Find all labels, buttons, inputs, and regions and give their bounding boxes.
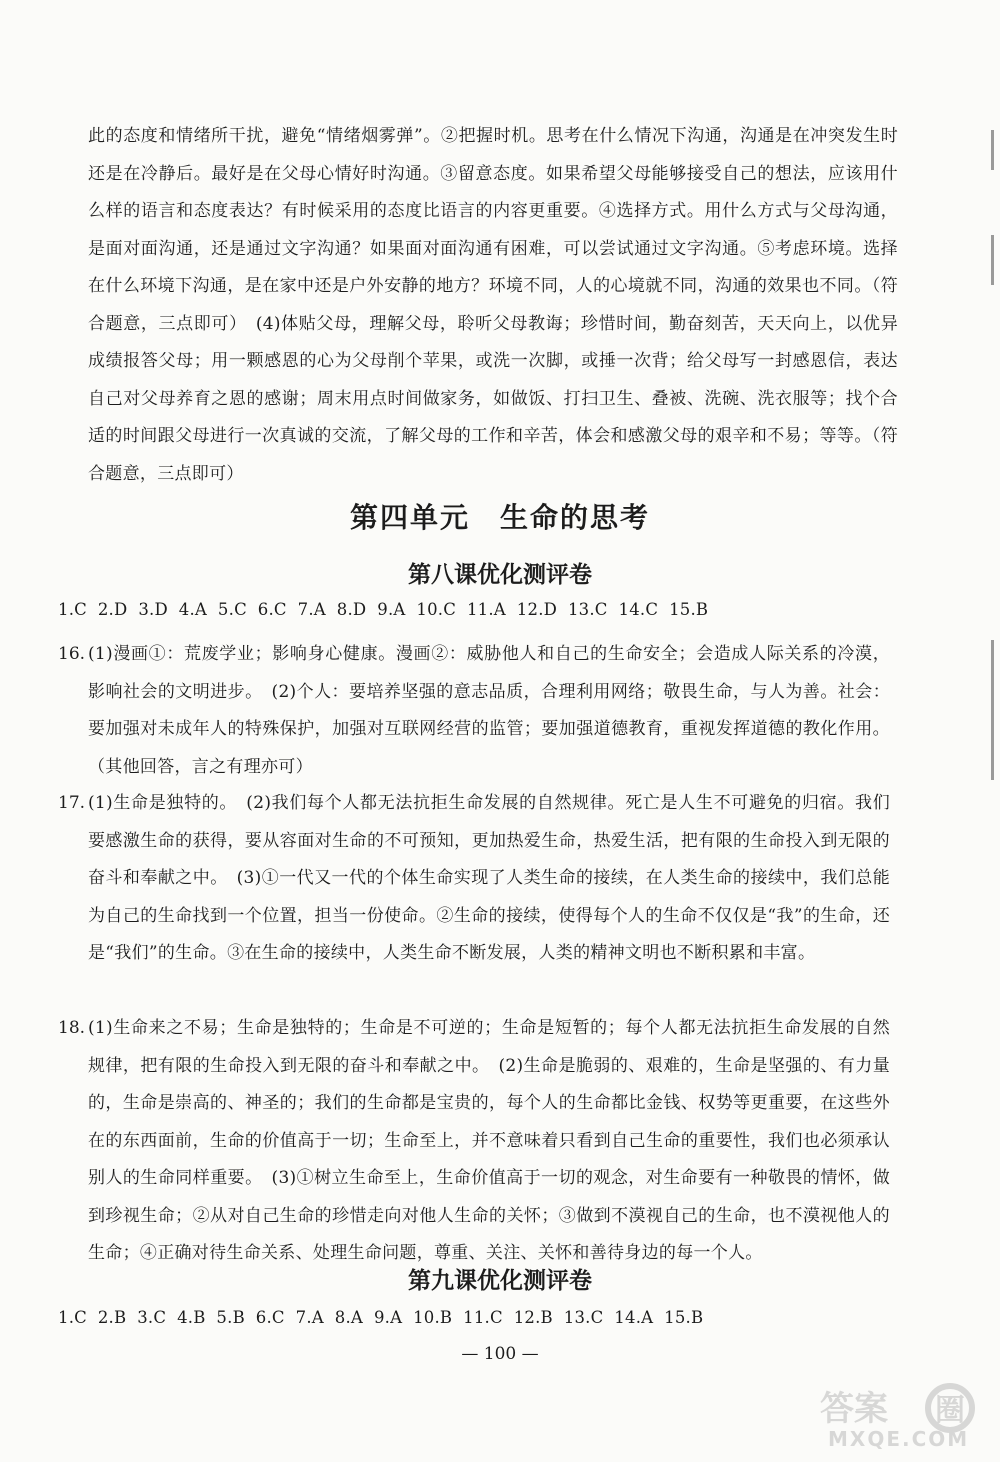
question-18-answer: (1)生命来之不易；生命是独特的；生命是不可逆的；生命是短暂的；每个人都无法抗拒生命发展的自然规律，把有限的生命投入到无限的奋斗和奉献之中。 (2)生命是脆弱的、艰难的，生命是坚强的、有力量的，生命是崇高的、神圣的；我们的生命都是宝贵的，每个人的生命都比金钱、权势等更重要，在这些外在的东西面前，生命的价值高于一切；生命至上，并不意味着只看到自己生命的重要性，我们也必须承认别人的生命同样重要。 (3)①树立生命至上，生命价值高于一切的观念，对生命要有一种敬畏的情怀，做到珍视生命；②从对自己生命的珍惜走向对他人生命的关怀；③做到不漠视自己的生命，也不漠视他人的生命；④正确对待生命关系、处理生命问题，尊重、关注、关怀和善待身边的每一个人。 [88, 1018, 890, 1263]
lesson9-choice-answers: 1.C 2.B 3.C 4.B 5.B 6.C 7.A 8.A 9.A 10.B 11.C 12.B 13.C 14.A 15.B [58, 1308, 704, 1327]
question-16-number: 16. [58, 644, 86, 664]
lesson8-choice-answers: 1.C 2.D 3.D 4.A 5.C 6.C 7.A 8.D 9.A 10.C 11.A 12.D 13.C 14.C 15.B [58, 600, 709, 619]
intro-paragraph: 此的态度和情绪所干扰，避免“情绪烟雾弹”。②把握时机。思考在什么情况下沟通，沟通是在冲突发生时还是在冷静后。最好是在父母心情好时沟通。③留意态度。如果希望父母能够接受自己的想法，应该用什么样的语言和态度表达？有时候采用的态度比语言的内容更重要。④选择方式。用什么方式与父母沟通，是面对面沟通，还是通过文字沟通？如果面对面沟通有困难，可以尝试通过文字沟通。⑤考虑环境。选择在什么环境下沟通，是在家中还是户外安静的地方？环境不同，人的心境就不同，沟通的效果也不同。（符合题意，三点即可） (4)体贴父母，理解父母，聆听父母教诲；珍惜时间，勤奋刻苦，天天向上，以优异成绩报答父母；用一颗感恩的心为父母削个苹果，或洗一次脚，或捶一次背；给父母写一封感恩信，表达自己对父母养育之恩的感谢；周末用点时间做家务，如做饭、打扫卫生、叠被、洗碗、洗衣服等；找个合适的时间跟父母进行一次真诚的交流，了解父母的工作和辛苦，体会和感激父母的艰辛和不易；等等。（符合题意，三点即可） [88, 126, 898, 484]
svg-text:圈: 圈 [935, 1393, 965, 1428]
scan-edge-mark [991, 130, 994, 170]
question-17-number: 17. [58, 793, 86, 813]
page-number: — 100 — [461, 1344, 539, 1364]
svg-text:答案: 答案 [820, 1389, 888, 1429]
question-17-answer: (1)生命是独特的。 (2)我们每个人都无法抗拒生命发展的自然规律。死亡是人生不可避免的归宿。我们要感激生命的获得，要从容面对生命的不可预知，更加热爱生命，热爱生活，把有限的生命投入到无限的奋斗和奉献之中。 (3)①一代又一代的个体生命实现了人类生命的接续，在人类生命的接续中，我们总能为自己的生命找到一个位置，担当一份使命。②生命的接续，使得每个人的生命不仅仅是“我”的生命，还是“我们”的生命。③在生命的接续中，人类生命不断发展，人类的精神文明也不断积累和丰富。 [88, 793, 890, 963]
lesson8-title: 第八课优化测评卷 [408, 562, 592, 588]
scan-edge-mark [991, 235, 994, 285]
question-16-answer: (1)漫画①：荒废学业；影响身心健康。漫画②：威胁他人和自己的生命安全；会造成人际关系的冷漠，影响社会的文明进步。 (2)个人：要培养坚强的意志品质，合理利用网络；敬畏生命，与人为善。社会：要加强对未成年人的特殊保护，加强对互联网经营的监管；要加强道德教育，重视发挥道德的教化作用。（其他回答，言之有理亦可） [88, 644, 890, 777]
svg-text:MXQE.COM: MXQE.COM [828, 1427, 970, 1451]
watermark-logo [800, 1380, 990, 1452]
unit-title: 第四单元 生命的思考 [349, 501, 650, 534]
lesson9-title: 第九课优化测评卷 [408, 1268, 592, 1294]
scan-edge-mark [991, 640, 994, 780]
question-18-number: 18. [58, 1018, 86, 1038]
